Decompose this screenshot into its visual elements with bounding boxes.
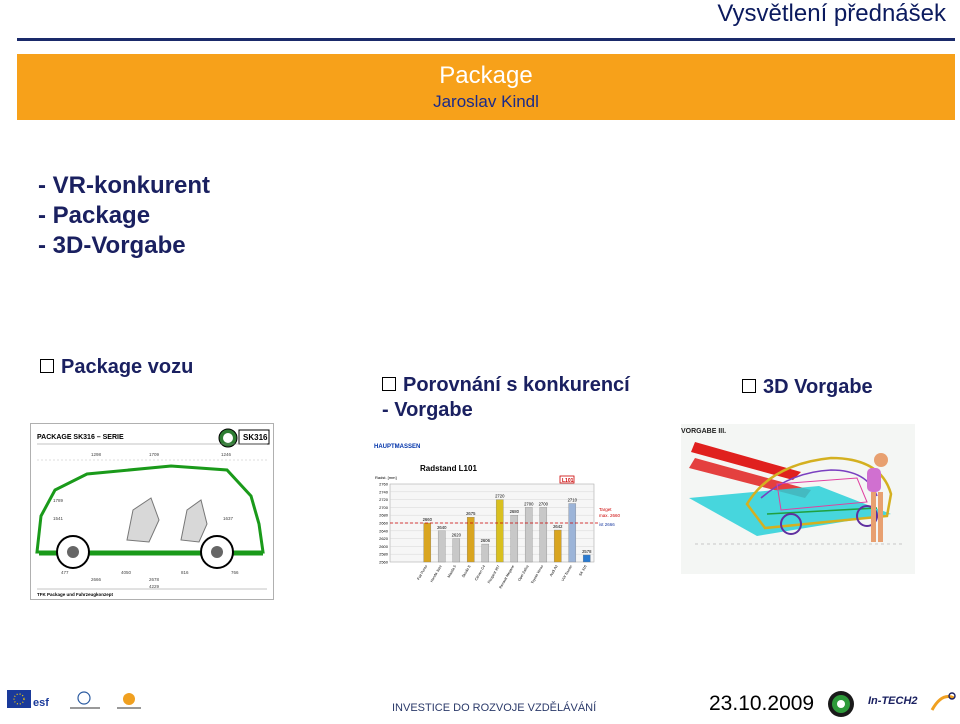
package-title: PACKAGE SK316 – SERIE <box>37 434 124 441</box>
dimension-value: 766 <box>231 570 239 575</box>
dimension-value: 1541 <box>53 516 64 521</box>
dimension-value: 816 <box>181 570 189 575</box>
checkbox-icon <box>40 359 54 373</box>
package-code: SK316 <box>243 433 268 442</box>
program-logo-icon <box>114 690 144 712</box>
ministry-bar <box>70 707 100 709</box>
section-banner <box>17 54 955 120</box>
section-label: Porovnání s konkurencí <box>403 374 630 396</box>
chart-bar <box>540 507 547 562</box>
rear-seat <box>181 500 207 542</box>
chart-ytick-label: 2640 <box>379 528 388 534</box>
chart-data-label: 2578 <box>582 548 592 554</box>
chart-ytick-label: 2620 <box>379 536 388 542</box>
skoda-footer-icon <box>826 689 856 719</box>
dimension-value: 1709 <box>149 452 160 457</box>
skoda-footer-logo <box>826 689 856 719</box>
list-item: - 3D-Vorgabe <box>38 232 186 259</box>
chart-data-label: 2660 <box>422 517 432 522</box>
checkbox-icon <box>742 379 756 393</box>
target-label: Target <box>599 507 612 512</box>
chart-ytick-label: 2660 <box>379 520 388 526</box>
eu-flag-icon <box>7 690 57 712</box>
list-item: - VR-konkurent <box>38 172 211 199</box>
chart-ytick-label: 2600 <box>379 543 388 549</box>
comparison-chart <box>362 438 624 590</box>
chart-xtick-label: Mazda 5 <box>446 564 458 579</box>
section-heading-comparison-sub: - Vorgabe <box>382 399 473 421</box>
program-bar <box>117 707 141 709</box>
footer-date: 23.10.2009 <box>709 692 815 715</box>
chart-title: Radstand L101 <box>420 464 477 473</box>
mannequin-leg <box>871 492 876 542</box>
vorgabe-svg <box>681 424 915 574</box>
esf-text: esf <box>33 697 49 709</box>
chart-data-label: 2720 <box>495 493 505 499</box>
chart-xtick-label: Renault Megane <box>498 564 516 590</box>
list-item: - Package <box>38 202 151 229</box>
package-footer: TFK Package und Fahrzeugkonzept <box>37 592 114 597</box>
dimension-value: 1246 <box>221 452 232 457</box>
ministry-circle <box>78 692 90 704</box>
chart-xtick-label: Škoda S <box>461 564 472 579</box>
ministry-logo-icon <box>66 690 104 712</box>
program-logo <box>114 690 144 712</box>
footer-tagline: INVESTICE DO ROZVOJE VZDĚLÁVÁNÍ <box>392 702 597 714</box>
front-wheel-hub <box>67 546 79 558</box>
chart-data-label: 2700 <box>524 501 534 507</box>
chart-data-label: 2620 <box>451 532 461 538</box>
program-circle <box>123 693 135 705</box>
ministry-logo <box>66 690 104 712</box>
chart-xtick-label: Opel Zafira <box>517 564 530 582</box>
dimension-value: 2666 <box>91 577 102 582</box>
chart-data-label: 2675 <box>466 511 476 517</box>
section-heading-comparison <box>382 374 630 397</box>
chart-data-label: 2640 <box>437 524 447 530</box>
mannequin-head <box>874 453 888 467</box>
chart-header: HAUPTMASSEN <box>374 444 421 450</box>
mannequin-leg <box>878 492 883 542</box>
cyan-floor-plane <box>689 486 891 536</box>
chart-xtick-label: Honda Jazz <box>429 564 443 583</box>
chart-data-label: 2606 <box>480 538 490 544</box>
banner-title: Package <box>439 62 533 89</box>
checkbox-icon <box>382 377 396 391</box>
chart-xtick-label: VW Touran <box>560 564 574 582</box>
chart-bar <box>482 544 489 562</box>
chart-ytick-label: 2760 <box>379 481 388 487</box>
chart-xtick-label: Fiat Punto <box>416 564 429 581</box>
banner-author: Jaroslav Kindl <box>433 92 539 111</box>
dimension-value: 4050 <box>121 570 132 575</box>
chart-bar <box>453 539 460 562</box>
chart-bar <box>569 504 576 563</box>
eu-flag <box>7 690 31 708</box>
page-title: Vysvětlení přednášek <box>717 0 946 27</box>
chart-marks <box>379 482 598 590</box>
chart-bar <box>438 531 445 562</box>
intech-symbol <box>928 690 958 716</box>
chart-ytick-label: 2580 <box>379 551 388 557</box>
intech-symbol-icon <box>928 690 958 716</box>
intech-logo: In-TECH2 <box>868 695 918 707</box>
chart-bar <box>525 507 532 562</box>
chart-bar <box>496 500 503 562</box>
chart-xtick-label: Toyota Verso <box>530 564 545 585</box>
section-heading-vorgabe <box>742 376 873 399</box>
chart-bar <box>424 523 431 562</box>
chart-data-label: 2680 <box>509 509 519 515</box>
section-label: Package vozu <box>61 356 194 378</box>
current-value: ist 2666 <box>599 522 615 527</box>
dimension-value: 1789 <box>53 498 64 503</box>
front-seat <box>127 498 159 542</box>
chart-ytick-label: 2740 <box>379 489 388 495</box>
chart-xtick-label: SK 316 <box>578 564 588 577</box>
title-divider <box>17 38 955 41</box>
dimension-value: 477 <box>61 570 69 575</box>
chart-bar <box>511 515 518 562</box>
chart-ytick-label: 2560 <box>379 559 388 565</box>
chart-data-label: 2700 <box>538 501 548 507</box>
chart-xtick-label: Audi A3 <box>548 564 559 578</box>
package-drawing-svg <box>31 424 273 599</box>
package-drawing <box>30 423 274 600</box>
dimension-value: 1298 <box>91 452 102 457</box>
chart-ytick-label: 2700 <box>379 504 388 510</box>
dimension-value: 4229 <box>149 584 160 589</box>
section-label: 3D Vorgabe <box>763 376 873 398</box>
section-heading-package <box>40 356 193 379</box>
chart-ylabel: Radst. [mm] <box>375 475 397 480</box>
chart-bar <box>554 530 561 562</box>
chart-data-label: 2642 <box>553 524 563 530</box>
rear-wheel-hub <box>211 546 223 558</box>
chart-badge: L101 <box>562 478 574 484</box>
vorgabe-label: VORGABE III. <box>681 428 727 435</box>
dimension-value: 2678 <box>149 577 160 582</box>
chart-bar <box>583 555 590 562</box>
chart-xtick-label: Citroen C4 <box>474 564 487 582</box>
chart-ytick-label: 2680 <box>379 512 388 518</box>
eu-logo <box>7 690 57 712</box>
skoda-logo-inner <box>223 433 233 443</box>
target-value: max. 2660 <box>599 513 621 518</box>
chart-xtick-label: Peugeot 307 <box>486 564 501 585</box>
mannequin-torso <box>867 468 881 492</box>
vorgabe-render <box>681 424 915 574</box>
chart-bar <box>467 517 474 562</box>
dimension-value: 1637 <box>223 516 234 521</box>
chart-ytick-label: 2720 <box>379 497 388 503</box>
skoda-inner <box>837 700 845 708</box>
chart-svg <box>362 438 624 590</box>
chart-data-label: 2710 <box>567 497 577 503</box>
